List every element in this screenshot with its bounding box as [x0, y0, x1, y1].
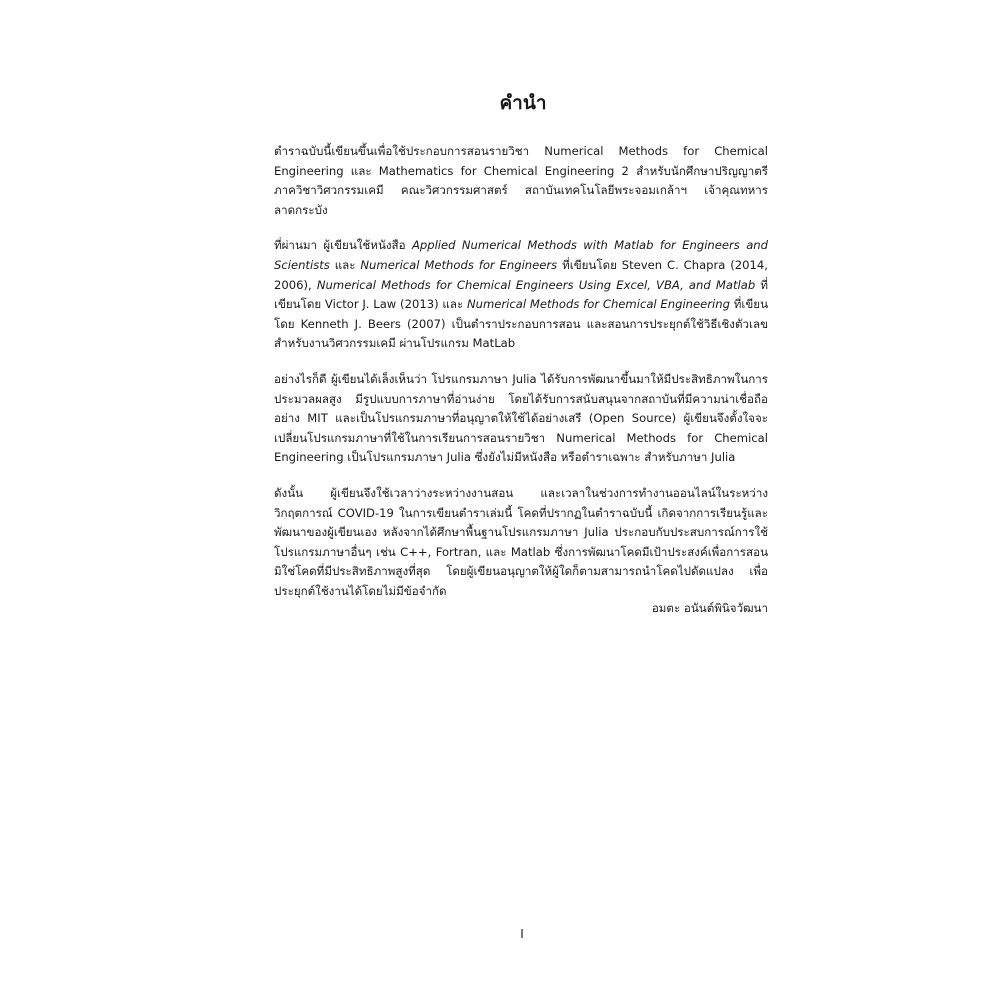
text-run: ดังนั้น ผู้เขียนจึงใช้เวลาว่างระหว่างงานสอน และเวลาในช่วงการทำงานออนไลน์ในระหว่างวิกฤตการณ์ COVID-19 ในการเขียนตำราเล่มนี้ โคดที่ปรากฏในตำราฉบับนี้ เกิดจากการเรียนรู้และพัฒนาของผู้เขียนเอง หลังจากได้ศึกษาพื้นฐานโปรแกรมภาษา Julia ประกอบกับประสบการณ์การใช้โปรแกรมภาษาอื่นๆ เช่น C++, Fortran, และ Matlab ซึ่งการพัฒนาโคดมีเป้าประสงค์เพื่อการสอน มิใช่โคดที่มีประสิทธิภาพสูงที่สุด โดยผู้เขียนอนุญาตให้ผู้ใดก็ตามสามารถนำโคดไปดัดแปลง เพื่อประยุกต์ใช้งานได้โดยไม่มีข้อจำกัด	[274, 485, 768, 598]
author-name: อมตะ อนันต์พินิจวัฒนา	[651, 601, 768, 615]
paragraph	[274, 484, 768, 602]
book-title: Applied Numerical Methods with Matlab for Engineers and Scientists	[274, 238, 769, 272]
page-title: คำนำ	[499, 92, 547, 114]
body-text	[274, 142, 768, 617]
text-run: ที่ผ่านมา ผู้เขียนใช้หนังสือ	[274, 238, 412, 253]
paragraph	[274, 236, 768, 354]
book-title: Numerical Methods for Chemical Engineering	[466, 297, 730, 312]
text-run: ที่เขียนโดย Victor J. Law (2013) และ	[274, 277, 769, 312]
paragraph	[274, 142, 768, 220]
text-run: อย่างไรก็ดี ผู้เขียนได้เล็งเห็นว่า โปรแกรมภาษา Julia ได้รับการพัฒนาขึ้นมาให้มีประสิทธิภาพในการประมวลผลสูง มีรูปแบบการภาษาที่อ่านง่าย โดยได้รับการสนับสนุนจากสถาบันที่มีความน่าเชื่อถืออย่าง MIT และเป็นโปรแกรมภาษาที่อนุญาตให้ใช้ได้อย่างเสรี (Open Source) ผู้เขียนจึงตั้งใจจะเปลี่ยนโปรแกรมภาษาที่ใช้ในการเรียนการสอนรายวิชา Numerical Methods for Chemical Engineering เป็นโปรแกรมภาษา Julia ซึ่งยังไม่มีหนังสือ หรือตำราเฉพาะ สำหรับภาษา Julia	[274, 371, 768, 465]
page-number: I	[520, 927, 524, 941]
book-title: Numerical Methods for Chemical Engineers Using Excel, VBA, and Matlab	[316, 277, 756, 292]
text-run: ที่เขียนโดย Steven C. Chapra (2014, 2006),	[274, 257, 768, 292]
text-run: ตำราฉบับนี้เขียนขึ้นเพื่อใช้ประกอบการสอนรายวิชา Numerical Methods for Chemical Engineering และ Mathematics for Chemical Engineering 2 สำหรับนักศึกษาปริญญาตรี ภาควิชาวิศวกรรมเคมี คณะวิศวกรรมศาสตร์ สถาบันเทคโนโลยีพระจอมเกล้าฯ เจ้าคุณทหารลาดกระบัง	[274, 144, 768, 217]
paragraph	[274, 370, 768, 468]
text-run: และ	[329, 257, 361, 272]
text-run: ที่เขียนโดย Kenneth J. Beers (2007) เป็นตำราประกอบการสอน และสอนการประยุกต์ใช้วิธีเชิงตัวเลขสำหรับงานวิศวกรรมเคมี ผ่านโปรแกรม MatLab	[274, 297, 769, 351]
book-title: Numerical Methods for Engineers	[360, 257, 558, 272]
